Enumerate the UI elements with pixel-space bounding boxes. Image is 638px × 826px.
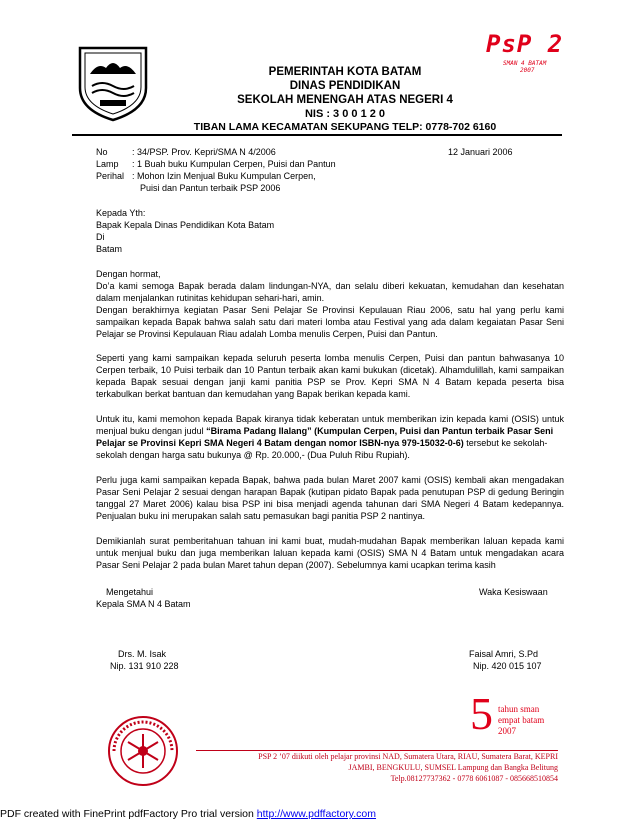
meta-no-label: No (96, 147, 108, 157)
body-line: Cerpen terbaik, 10 Puisi terbaik dan 10 Pantun terbaik akan kami bukukan (dicetak). Alhamdulillah, kami sampaikan (96, 365, 564, 375)
anniversary-text: tahun sman (498, 704, 540, 714)
body-line: tanggal 27 Maret 2006) kalau bisa PSP ini bisa menjadi agenda tahunan dari SMA Negeri 4 Batam kedepannya. (96, 499, 564, 509)
signature-right-title: Waka Kesiswaan (479, 587, 548, 597)
letterhead-department: DINAS PENDIDIKAN (289, 80, 401, 92)
body-line: Pelajar se Provinsi Kepulauan Riau adalah Lomba menulis Cerpen, Puisi dan Pantun. (96, 329, 438, 339)
signature-right-name: Faisal Amri, S.Pd (469, 649, 539, 659)
body-line: untuk menjual buku dan juga memberikan laluan kepada kami (OSIS) SMA N 4 Batam untuk mengadakan acara (96, 548, 564, 558)
recipient-line: Bapak Kepala Dinas Pendidikan Kota Batam (96, 220, 275, 230)
signature-left-position: Kepala SMA N 4 Batam (96, 599, 191, 609)
meta-lamp-value: : 1 Buah buku Kumpulan Cerpen, Puisi dan Pantun (132, 159, 336, 169)
meta-lamp-label: Lamp (96, 159, 119, 169)
body-line: Pasar Seni Pelajar 2 pada bulan Maret tahun depan (2007). Sebelumnya kami ucapkan terima kasih (96, 560, 496, 570)
meta-perihal-value: : Mohon Izin Menjual Buku Kumpulan Cerpen, (132, 171, 316, 181)
body-line: Untuk itu, kami memohon kepada Bapak kiranya tidak keberatan untuk memberikan izin kepada kami (OSIS) untuk (96, 414, 564, 424)
body-text: menjual buku dengan judul (96, 426, 207, 436)
footer-participants: PSP 2 ’07 diikuti oleh pelajar provinsi NAD, Sumatera Utara, RIAU, Sumatera Barat, KEPRI (258, 752, 558, 761)
footer-participants-cont: JAMBI, BENGKULU, SUMSEL Lampung dan Bangka Belitung (348, 763, 558, 772)
city-crest-icon (76, 44, 150, 122)
recipient-line: Batam (96, 244, 123, 254)
body-line: Do’a kami semoga Bapak berada dalam lindungan-NYA, dan selalu diberi kekuatan, kemudahan dan kesehatan (96, 281, 564, 291)
psp2-logo-title: PsP 2 (486, 30, 564, 58)
anniversary-number: 5 (470, 688, 493, 739)
anniversary-year: 2007 (498, 726, 516, 736)
body-line: Dengan berakhirnya kegiatan Pasar Seni Pelajar Se Provinsi Kepulauan Riau 2006, satu hal yang perlu kami (96, 305, 564, 315)
meta-no-value: : 34/PSP. Prov. Kepri/SMA N 4/2006 (132, 147, 276, 157)
body-line: kepada Bapak sesuai dengan janji kami panitia PSP se Prov. Kepri SMA N 4 Batam kepada peserta bisa (96, 377, 564, 387)
recipient-line: Di (96, 232, 105, 242)
recipient-line: Kepada Yth: (96, 208, 146, 218)
psp2-logo-sub: SMAN 4 BATAM (503, 60, 547, 67)
pdf-trial-note (0, 808, 376, 820)
body-line: Pasar Seni Pelajar 2 sesuai dengan harapan Bapak (kutipan pidato Bapak pada penutupan PSP di gedung Beringin (96, 487, 564, 497)
book-isbn: Pelajar se Provinsi Kepri SMA Negeri 4 Batam dengan nomor ISBN-nya 979-15032-0-6) (96, 438, 464, 448)
body-line (96, 437, 547, 449)
body-line: Seperti yang kami sampaikan kepada seluruh peserta lomba menulis Cerpen, Puisi dan pantun bahwasanya 10 (96, 353, 564, 363)
body-text: tersebut ke sekolah- (463, 438, 548, 448)
anniversary-text: empat batam (498, 715, 545, 725)
body-line: dalam menjalankan rutinitas kehidupan sehari-hari, amin. (96, 293, 325, 303)
letterhead-nis: NIS : 3 0 0 1 2 0 (304, 108, 386, 120)
letterhead-school: SEKOLAH MENENGAH ATAS NEGERI 4 (237, 94, 453, 106)
body-line: Perlu juga kami sampaikan kepada Bapak, bahwa pada bulan Maret 2007 kami (OSIS) kembali akan mengadakan (96, 475, 564, 485)
body-line: sampaikan kepada Bapak bahwa salah satu dari materi lomba atau Festival yang ada dalam kegaiatan Pasar Seni (96, 317, 564, 327)
pdf-factory-link[interactable]: http://www.pdffactory.com (256, 808, 377, 820)
body-line (96, 425, 553, 437)
letterhead-divider (72, 134, 562, 136)
body-line: Demikianlah surat pemberitahuan tahuan ini kami buat, mudah-mudahan Bapak memberikan laluan kepada kami (96, 536, 564, 546)
body-line: sekolah dengan harga satu bukunya @ Rp. 20.000,- (Dua Puluh Ribu Rupiah). (96, 450, 410, 460)
meta-perihal-label: Perihal (96, 171, 125, 181)
greeting: Dengan hormat, (96, 269, 161, 279)
signature-left-title: Mengetahui (106, 587, 154, 597)
meta-perihal-value-cont: Puisi dan Pantun terbaik PSP 2006 (140, 183, 281, 193)
body-line: terkabulkan berkat bantuan dan kemudahan yang Bapak berikan kepada kami. (96, 389, 411, 399)
letter-date: 12 Januari 2006 (448, 147, 513, 157)
pdf-trial-text: PDF created with FinePrint pdfFactory Pro trial version (0, 808, 257, 820)
book-title: “Birama Padang Ilalang” (Kumpulan Cerpen, Puisi dan Pantun terbaik Pasar Seni (206, 426, 554, 436)
signature-left-nip: Nip. 131 910 228 (110, 661, 179, 671)
pasar-seni-seal-icon (106, 714, 180, 788)
psp2-logo-year: 2007 (520, 67, 535, 74)
footer-phones: Telp.08127737362 - 0778 6061087 - 085668510854 (390, 774, 558, 783)
signature-left-name: Drs. M. Isak (118, 649, 167, 659)
letterhead-address: TIBAN LAMA KECAMATAN SEKUPANG TELP: 0778-702 6160 (193, 121, 497, 133)
letterhead-government: PEMERINTAH KOTA BATAM (268, 66, 422, 78)
signature-right-nip: Nip. 420 015 107 (473, 661, 542, 671)
body-line: Penjualan buku ini merupakan salah satu pemasukan bagi panitia PSP 2 nantinya. (96, 511, 426, 521)
footer-divider (196, 750, 558, 751)
